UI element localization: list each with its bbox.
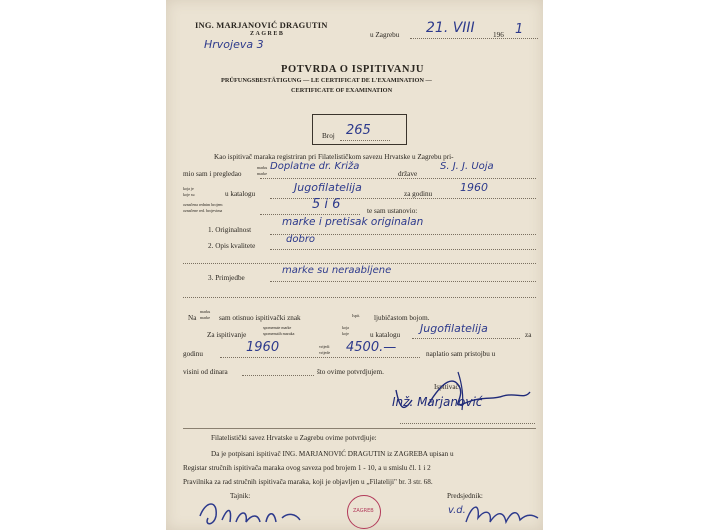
intro-underline-3: [270, 198, 536, 199]
intro-line-1: Kao ispitivač maraka registriran pri Filatelističkom savezu Hrvatske u Zagrebu pri-: [214, 153, 454, 161]
marking-text-b: ljubičastom bojom.: [374, 314, 430, 322]
marking-small-marku: marku: [200, 309, 211, 314]
date-underline: [410, 38, 538, 39]
fee-small-spomenute: spomenute marke: [263, 325, 292, 330]
president-label: Predsjednik:: [447, 492, 483, 500]
fee-underline-2: [220, 357, 420, 358]
small-koje-su: koje su: [183, 192, 195, 197]
examiner-underline: [400, 423, 535, 424]
year-label: za godinu: [404, 190, 433, 198]
date-prefix: u Zagrebu: [370, 31, 400, 39]
marking-text-a: sam otisnuo ispitivački znak: [219, 314, 301, 322]
fee-small-vrijedi: vrijedi: [319, 344, 330, 349]
marking-small-marke: marke: [200, 315, 210, 320]
small-marku: marku: [257, 165, 268, 170]
issuer-name: ING. MARJANOVIĆ DRAGUTIN: [195, 20, 328, 30]
date-year-digit: 1: [515, 22, 524, 37]
president-signature: [462, 496, 542, 530]
fee-label: Za ispitivanje: [207, 331, 247, 339]
examiner-signature: [388, 370, 538, 420]
finding-underline-3: [270, 281, 536, 282]
certificate-subtitle-1: PRÜFUNGSBESTÄTIGUNG — LE CERTIFICAT DE L'EXAMINATION —: [221, 77, 432, 84]
issuer-city: ZAGREB: [250, 31, 285, 37]
drzave-label: države: [398, 170, 418, 178]
fee-underline-1: [412, 338, 520, 339]
catalog-name: Jugofilatelija: [294, 181, 362, 194]
intro-line-2: mio sam i pregledao: [183, 170, 242, 178]
finding-remarks-label: 3. Primjedbe: [208, 274, 245, 282]
federation-line-3: Registar stručnih ispitivača maraka ovog saveza pod brojem 1 - 10, a u smislu čl. 1 i 2: [183, 464, 431, 472]
state-name: S. J. J. Uoja: [440, 161, 494, 172]
examiner-signature-text: Inž. Marjanović: [392, 395, 483, 409]
finding-quality-value: dobro: [286, 234, 316, 245]
small-oznacene: označene red. brojevima: [183, 208, 223, 213]
fee-small-koja: koja: [342, 325, 349, 330]
fee-sto: što ovime potvrdjujem.: [317, 368, 384, 376]
fee-za: za: [525, 331, 532, 339]
catalog-numbers: 5 i 6: [312, 197, 341, 212]
fee-year: 1960: [246, 340, 280, 355]
intro-underline-4: [260, 214, 360, 215]
te-sam-label: te sam ustanovio:: [367, 207, 418, 215]
fee-godinu: godinu: [183, 350, 203, 358]
number-value: 265: [346, 123, 371, 138]
federation-seal: [347, 495, 381, 529]
finding-underline-2: [270, 249, 536, 250]
fee-underline-3: [242, 375, 314, 376]
section-divider: [183, 428, 536, 429]
fee-naplatio: naplatio sam pristojbu u: [426, 350, 496, 358]
issuer-street: Hrvojeva 3: [204, 38, 264, 51]
examiner-label: Ispitivač:: [434, 383, 461, 391]
catalog-year: 1960: [460, 181, 488, 194]
finding-quality-label: 2. Opis kvalitete: [208, 242, 256, 250]
federation-line-2: Da je potpisani ispitivač ING. MARJANOVIĆ DRAGUTIN iz ZAGREBA upisan u: [211, 450, 454, 458]
fee-small-vrijede: vrijede: [319, 350, 331, 355]
secretary-signature: [196, 496, 306, 530]
small-marke: marke: [257, 171, 267, 176]
number-label: Broj: [322, 132, 335, 140]
certificate-subtitle-2: CERTIFICATE OF EXAMINATION: [291, 87, 393, 94]
fee-visini: visini od dinara: [183, 368, 228, 376]
secretary-label: Tajnik:: [230, 492, 251, 500]
number-underline: [340, 140, 390, 141]
fee-small-spomenutih: spomenutih maraka: [263, 331, 295, 336]
date-day-month: 21. VIII: [426, 20, 475, 36]
fee-value: 4500.—: [346, 340, 397, 355]
marking-sign: Ispit.: [352, 313, 361, 318]
fee-catalog-label: u katalogu: [370, 331, 401, 339]
federation-line-4: Pravilnika za rad stručnih ispitivača maraka, koji je objavljen u „Filateliji" br. 3 str. 68.: [183, 478, 433, 486]
date-year-print: 196: [493, 31, 504, 39]
finding-originality-label: 1. Originalnost: [208, 226, 252, 234]
intro-underline-2: [260, 178, 536, 179]
finding-underline-3b: [183, 297, 536, 298]
certificate-title: POTVRDA O ISPITIVANJU: [281, 64, 425, 75]
fee-catalog-name: Jugofilatelija: [420, 322, 488, 335]
seal-text: ZAGREB: [353, 508, 374, 514]
federation-line-1: Filatelistički savez Hrvatske u Zagrebu ovime potvrdjuje:: [211, 434, 377, 442]
fee-small-koje: koje: [342, 331, 349, 336]
small-oznacena: označena rednim brojem: [183, 202, 223, 207]
catalog-label: u katalogu: [225, 190, 256, 198]
marking-na: Na: [188, 314, 197, 322]
president-prefix: v.d.: [448, 505, 466, 516]
finding-remarks-value: marke su neraabljene: [282, 265, 392, 276]
finding-underline-2b: [183, 263, 536, 264]
stamps-description: Doplatne dr. Križa: [270, 161, 360, 172]
finding-originality-value: marke i pretisak originalan: [282, 216, 424, 228]
small-koja-je: koja je: [183, 186, 194, 191]
